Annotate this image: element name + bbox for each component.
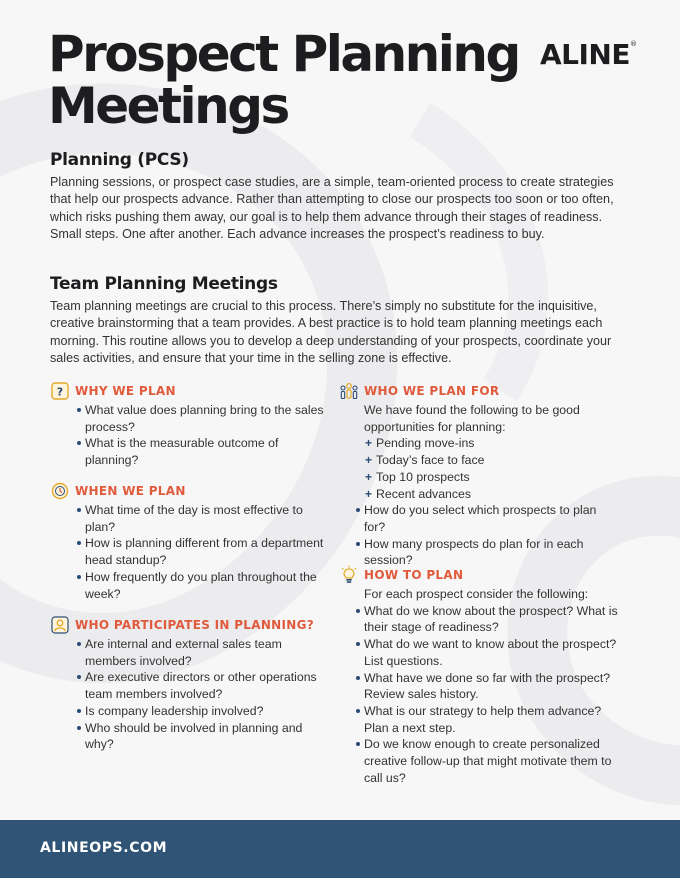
list-item: What do we want to know about the prospect? List questions. xyxy=(329,636,619,669)
list-item: What have we done so far with the prospect? Review sales history. xyxy=(329,670,619,703)
svg-text:?: ? xyxy=(56,385,64,399)
list-item: Do we know enough to create personalized creative follow-up that might motivate them to call us? xyxy=(329,736,619,786)
who-we-plan-for-header xyxy=(339,382,619,400)
team-section xyxy=(50,274,635,368)
why-we-plan-header xyxy=(50,382,330,400)
how-to-plan-block xyxy=(339,566,619,786)
when-we-plan-header xyxy=(50,482,330,500)
footer-url[interactable]: ALINEOPS.COM xyxy=(40,840,168,856)
page-title xyxy=(48,25,519,135)
list-item: How is planning different from a department head standup? xyxy=(50,535,330,568)
why-we-plan-list xyxy=(50,402,330,469)
planning-heading: Planning (PCS) xyxy=(50,150,189,170)
title-line-2: Meetings xyxy=(48,77,288,135)
group-icon xyxy=(339,381,359,401)
lightbulb-icon xyxy=(339,565,359,585)
when-we-plan-block xyxy=(50,482,330,602)
list-item: How many prospects do plan for in each session? xyxy=(329,536,619,569)
list-item: What time of the day is most effective to plan? xyxy=(50,502,330,535)
planning-body: Planning sessions, or prospect case studies, are a simple, team-oriented process to create strategies that help our prospects advance. Rather than attempting to close our prospects too soon or too often, which risks pushing them away, our goal is to help them advance through their stages of readiness. Small steps. One after another. Each advance increases the prospect’s readiness to buy. xyxy=(50,175,614,242)
who-we-plan-for-title: WHO WE PLAN FOR xyxy=(364,384,500,398)
when-we-plan-list xyxy=(50,502,330,602)
list-item: + Recent advances xyxy=(345,486,619,503)
list-item: How do you select which prospects to plan for? xyxy=(329,502,619,535)
list-item: What value does planning bring to the sales process? xyxy=(50,402,330,435)
person-icon xyxy=(50,615,70,635)
how-to-plan-intro: For each prospect consider the following: xyxy=(364,587,589,601)
who-we-plan-for-block xyxy=(339,382,619,569)
logo-text: ALINE xyxy=(540,38,630,71)
title-line-1: Prospect Planning xyxy=(48,25,519,83)
logo-registered-mark: ® xyxy=(630,40,637,48)
who-we-plan-for-list xyxy=(329,502,619,569)
who-participates-list xyxy=(50,636,330,753)
planning-section xyxy=(50,150,635,244)
who-participates-block xyxy=(50,616,330,753)
who-participates-header xyxy=(50,616,330,634)
when-we-plan-title: WHEN WE PLAN xyxy=(75,484,186,498)
how-to-plan-list xyxy=(329,603,619,787)
how-to-plan-title: HOW TO PLAN xyxy=(364,568,464,582)
aline-logo xyxy=(540,38,637,71)
list-item: What is our strategy to help them advance? Plan a next step. xyxy=(329,703,619,736)
list-item: What do we know about the prospect? What is their stage of readiness? xyxy=(329,603,619,636)
why-we-plan-title: WHY WE PLAN xyxy=(75,384,176,398)
who-we-plan-for-intro: We have found the following to be good opportunities for planning: xyxy=(364,403,580,434)
list-item: + Top 10 prospects xyxy=(345,469,619,486)
why-we-plan-block xyxy=(50,382,330,469)
who-participates-title: WHO PARTICIPATES IN PLANNING? xyxy=(75,618,315,632)
planning-opportunities-list xyxy=(339,435,619,502)
list-item: How frequently do you plan throughout the week? xyxy=(50,569,330,602)
list-item: What is the measurable outcome of planning? xyxy=(50,435,330,468)
team-body: Team planning meetings are crucial to this process. There’s simply no substitute for the inquisitive, creative brainstorming that a team provides. A best practice is to hold team planning meetings each morning. This routine allows you to develop a deep understanding of your prospects, coordinate your sales activities, and ensure that your time in the selling zone is effective. xyxy=(50,299,612,366)
team-heading: Team Planning Meetings xyxy=(50,274,278,294)
list-item: Who should be involved in planning and why? xyxy=(50,720,330,753)
list-item: + Today’s face to face xyxy=(345,452,619,469)
how-to-plan-header xyxy=(339,566,619,584)
list-item: + Pending move-ins xyxy=(345,435,619,452)
question-icon xyxy=(50,381,70,401)
list-item: Is company leadership involved? xyxy=(50,703,330,720)
clock-icon xyxy=(50,481,70,501)
list-item: Are internal and external sales team members involved? xyxy=(50,636,330,669)
list-item: Are executive directors or other operations team members involved? xyxy=(50,669,330,702)
